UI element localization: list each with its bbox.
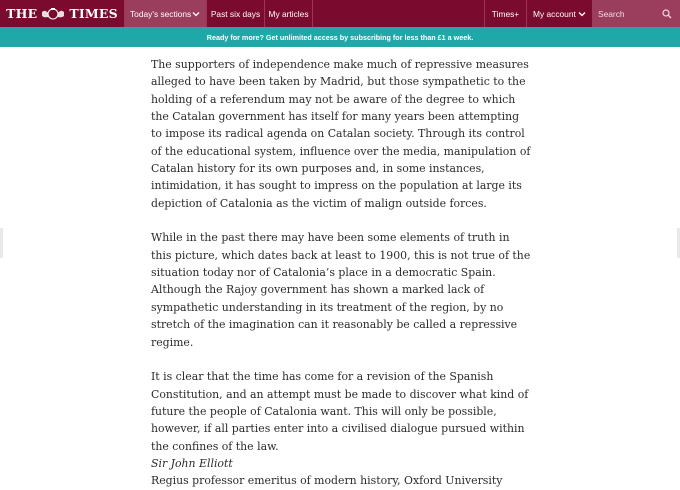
nav-past-six-days-label: Past six days <box>210 8 261 19</box>
nav-my-articles-label: My articles <box>268 8 309 19</box>
nav-times-plus[interactable] <box>484 0 526 27</box>
nav-my-account-label: My account <box>533 8 576 19</box>
times-logo[interactable] <box>0 0 124 27</box>
nav-past-six-days[interactable] <box>206 0 264 27</box>
logo-text-the: THE <box>6 6 38 21</box>
chevron-down-icon <box>578 10 586 18</box>
search-field[interactable] <box>592 0 680 27</box>
royal-crest-icon <box>39 8 67 20</box>
search-icon[interactable] <box>662 9 672 19</box>
chevron-down-icon <box>192 10 200 18</box>
nav-times-plus-label: Times+ <box>491 8 520 19</box>
scroll-edge-left <box>0 228 3 258</box>
article-paragraph: It is clear that the time has come for a revision of the Spanish Constitution, and an attempt must be made to discover what kind of future the people of Catalonia want. This will only be possible, however, if all parties enter into a civilised dialogue pursued within the confines of the law. <box>151 370 529 453</box>
article-paragraph: While in the past there may have been some elements of truth in this picture, which dates back at least to 1900, this is not true of the situation today nor of Catalonia’s place in a democratic Spain. Although the Rajoy government has shown a marked lack of sympathetic understanding in its treatment of the region, by no stretch of the imagination can it reasonably be called a repressive regime. <box>151 231 531 349</box>
nav-spacer <box>313 0 484 27</box>
logo-text-times: TIMES <box>69 6 118 21</box>
subscription-banner[interactable] <box>0 27 680 47</box>
search-placeholder: Search <box>598 8 625 19</box>
top-navigation-bar <box>0 0 680 27</box>
article-body <box>151 56 531 490</box>
subscription-banner-text: Ready for more? Get unlimited access by subscribing for less than £1 a week. <box>206 32 474 42</box>
article-paragraph: The supporters of independence make much of repressive measures alleged to have been taken by Madrid, but those sympathetic to the holding of a referendum may not be aware of the degree to which the Catalan government has itself for many years been attempting to impose its radical agenda on Catalan society. Through its control of the educational system, influence over the media, manipulation of Catalan history for its own purposes and, in some instances, intimidation, it has sought to impress on the population at large its depiction of Catalonia as the victim of malign outside forces. <box>151 58 531 210</box>
author-signature: Sir John Elliott <box>151 456 233 470</box>
nav-my-articles[interactable] <box>264 0 312 27</box>
nav-todays-sections-label: Today's sections <box>130 8 192 19</box>
author-role: Regius professor emeritus of modern history, Oxford University <box>151 474 503 488</box>
nav-my-account[interactable] <box>526 0 592 27</box>
nav-todays-sections[interactable] <box>124 0 206 27</box>
